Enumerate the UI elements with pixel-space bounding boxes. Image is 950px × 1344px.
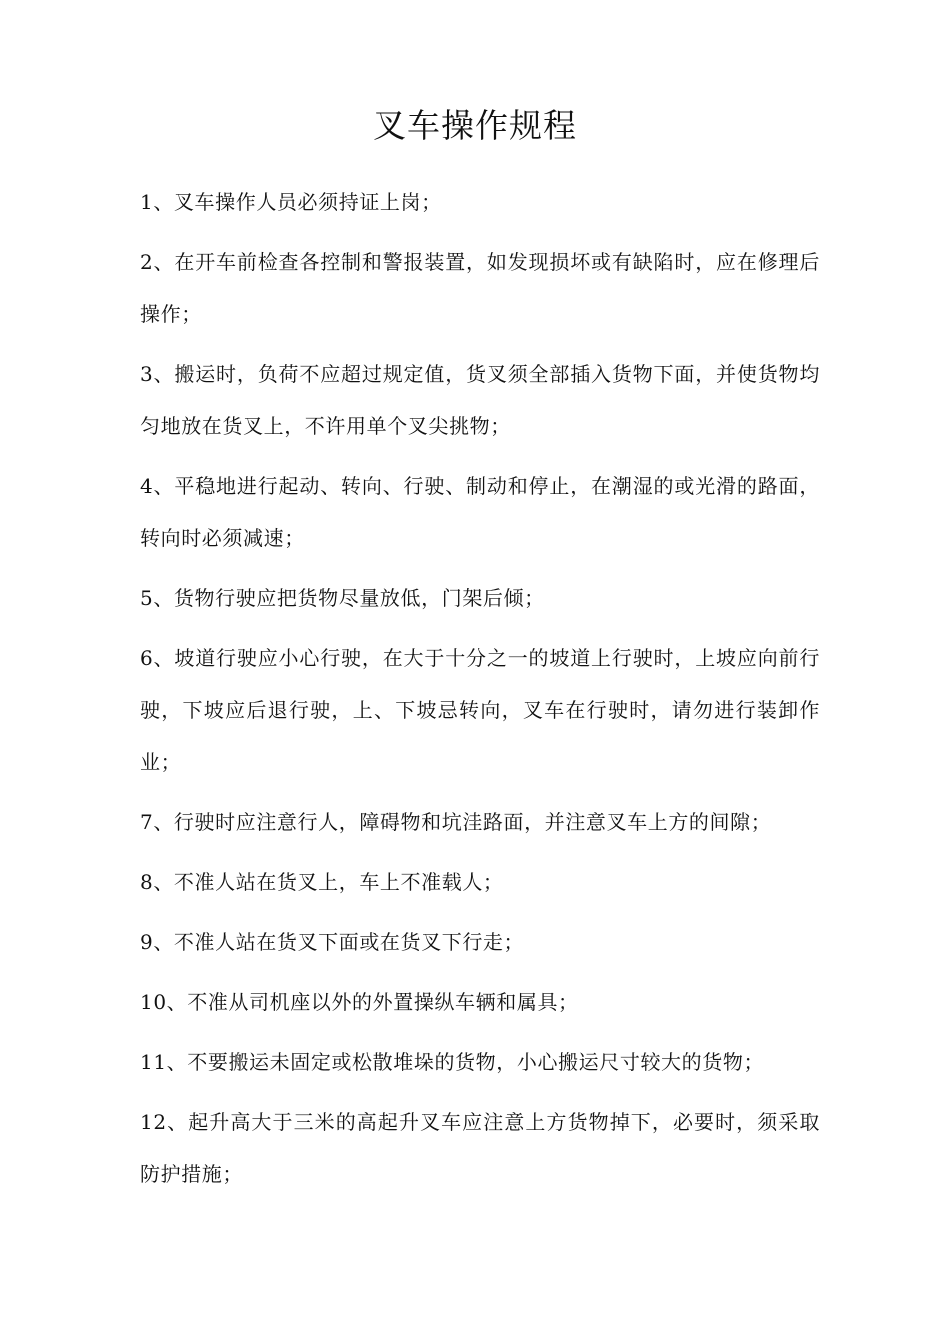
regulation-item: 2、在开车前检查各控制和警报装置，如发现损坏或有缺陷时，应在修理后操作；	[140, 250, 820, 326]
regulation-item: 12、起升高大于三米的高起升叉车应注意上方货物掉下，必要时，须采取防护措施；	[140, 1110, 820, 1186]
regulation-item: 8、不准人站在货叉上，车上不准载人；	[140, 870, 504, 894]
regulation-item: 10、不准从司机座以外的外置操纵车辆和属具；	[140, 990, 579, 1014]
regulation-item: 9、不准人站在货叉下面或在货叉下行走；	[140, 930, 525, 954]
regulation-item: 6、坡道行驶应小心行驶，在大于十分之一的坡道上行驶时，上坡应向前行驶，下坡应后退行驶，上、下坡忌转向，叉车在行驶时，请勿进行装卸作业；	[140, 646, 820, 774]
regulation-item: 1、叉车操作人员必须持证上岗；	[140, 190, 442, 214]
regulation-item: 5、货物行驶应把货物尽量放低，门架后倾；	[140, 586, 545, 610]
regulation-item: 7、行驶时应注意行人，障碍物和坑洼路面，并注意叉车上方的间隙；	[140, 810, 772, 834]
regulation-item: 4、平稳地进行起动、转向、行驶、制动和停止，在潮湿的或光滑的路面，转向时必须减速；	[140, 474, 820, 550]
regulation-item: 3、搬运时，负荷不应超过规定值，货叉须全部插入货物下面，并使货物均匀地放在货叉上，不许用单个叉尖挑物；	[140, 362, 820, 438]
regulation-item: 11、不要搬运未固定或松散堆垛的货物，小心搬运尺寸较大的货物；	[140, 1050, 765, 1074]
document-title: 叉车操作规程	[373, 106, 577, 145]
regulation-list	[140, 176, 820, 1208]
